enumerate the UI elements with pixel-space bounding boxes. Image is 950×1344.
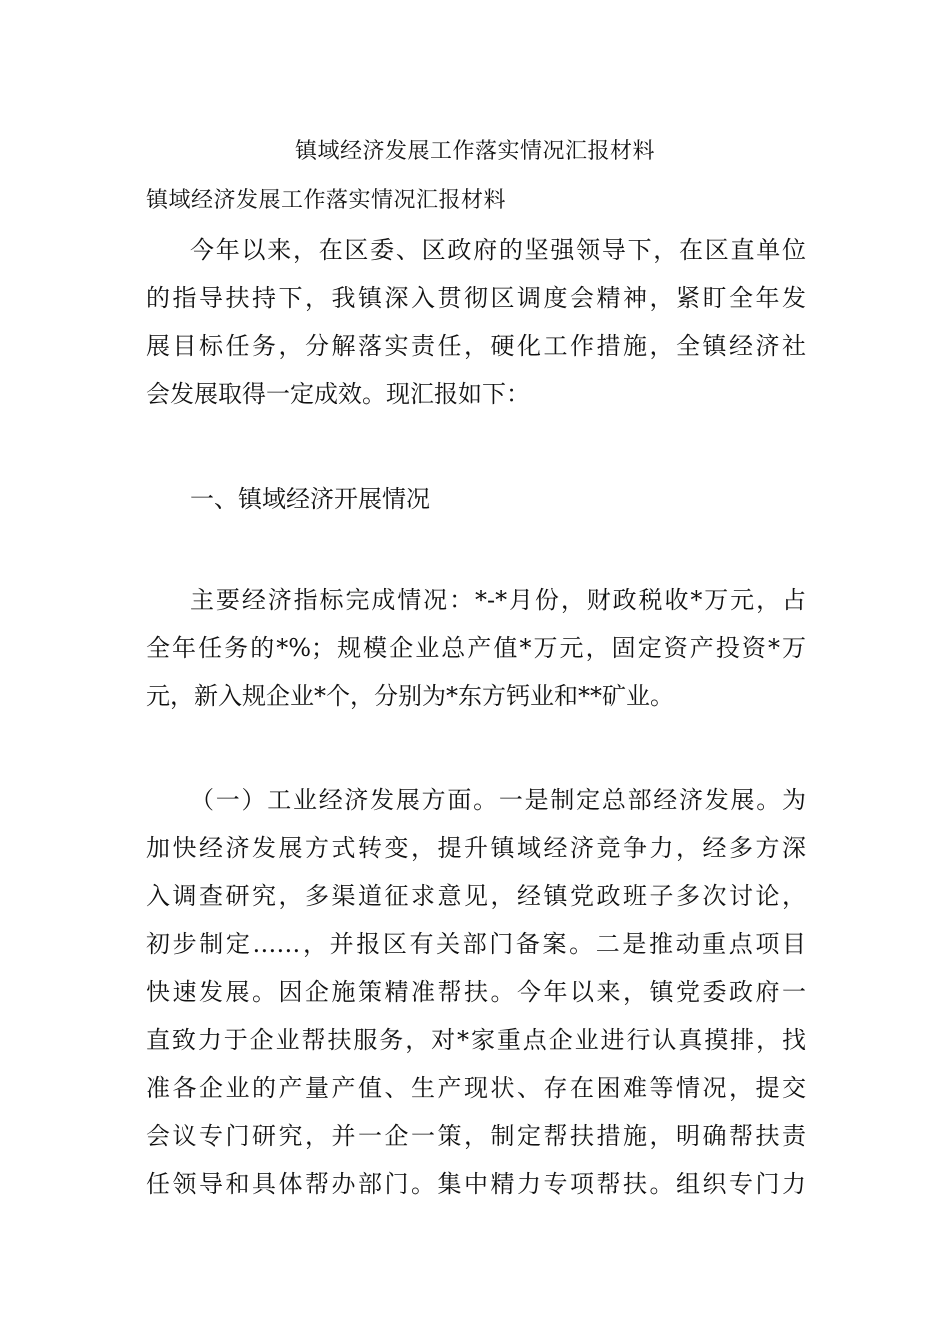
paragraph-line: 入调查研究，多渠道征求意见，经镇党政班子多次讨论， xyxy=(146,882,806,910)
paragraph-line: 会发展取得一定成效。现汇报如下： xyxy=(146,380,530,408)
section-heading: 一、镇域经济开展情况 xyxy=(190,485,430,513)
paragraph-line: 的指导扶持下，我镇深入贯彻区调度会精神，紧盯全年发 xyxy=(146,284,806,312)
paragraph-line: 全年任务的*%；规模企业总产值*万元，固定资产投资*万 xyxy=(146,634,806,662)
paragraph-line: 准各企业的产量产值、生产现状、存在困难等情况，提交 xyxy=(146,1074,806,1102)
paragraph-line: 会议专门研究，并一企一策，制定帮扶措施，明确帮扶责 xyxy=(146,1122,806,1150)
paragraph-line: 快速发展。因企施策精准帮扶。今年以来，镇党委政府一 xyxy=(146,978,806,1006)
paragraph-line: 任领导和具体帮办部门。集中精力专项帮扶。组织专门力 xyxy=(146,1170,806,1198)
paragraph-line: 直致力于企业帮扶服务，对*家重点企业进行认真摸排，找 xyxy=(146,1026,806,1054)
paragraph-indicators xyxy=(146,576,806,720)
paragraph-line: （一）工业经济发展方面。一是制定总部经济发展。为 xyxy=(190,786,806,814)
document-title: 镇域经济发展工作落实情况汇报材料 xyxy=(294,139,655,164)
paragraph-industry xyxy=(146,776,806,1208)
paragraph-line: 主要经济指标完成情况：*-*月份，财政税收*万元，占 xyxy=(190,586,806,614)
paragraph-line: 初步制定……，并报区有关部门备案。二是推动重点项目 xyxy=(146,930,806,958)
paragraph-line: 加快经济发展方式转变，提升镇域经济竞争力，经多方深 xyxy=(146,834,806,862)
paragraph-line: 展目标任务，分解落实责任，硬化工作措施，全镇经济社 xyxy=(146,332,806,360)
paragraph-intro xyxy=(146,226,806,418)
paragraph-line: 今年以来，在区委、区政府的坚强领导下，在区直单位 xyxy=(190,236,806,264)
document-subtitle: 镇域经济发展工作落实情况汇报材料 xyxy=(146,188,507,213)
paragraph-line: 元，新入规企业*个，分别为*东方钙业和**矿业。 xyxy=(146,682,674,710)
